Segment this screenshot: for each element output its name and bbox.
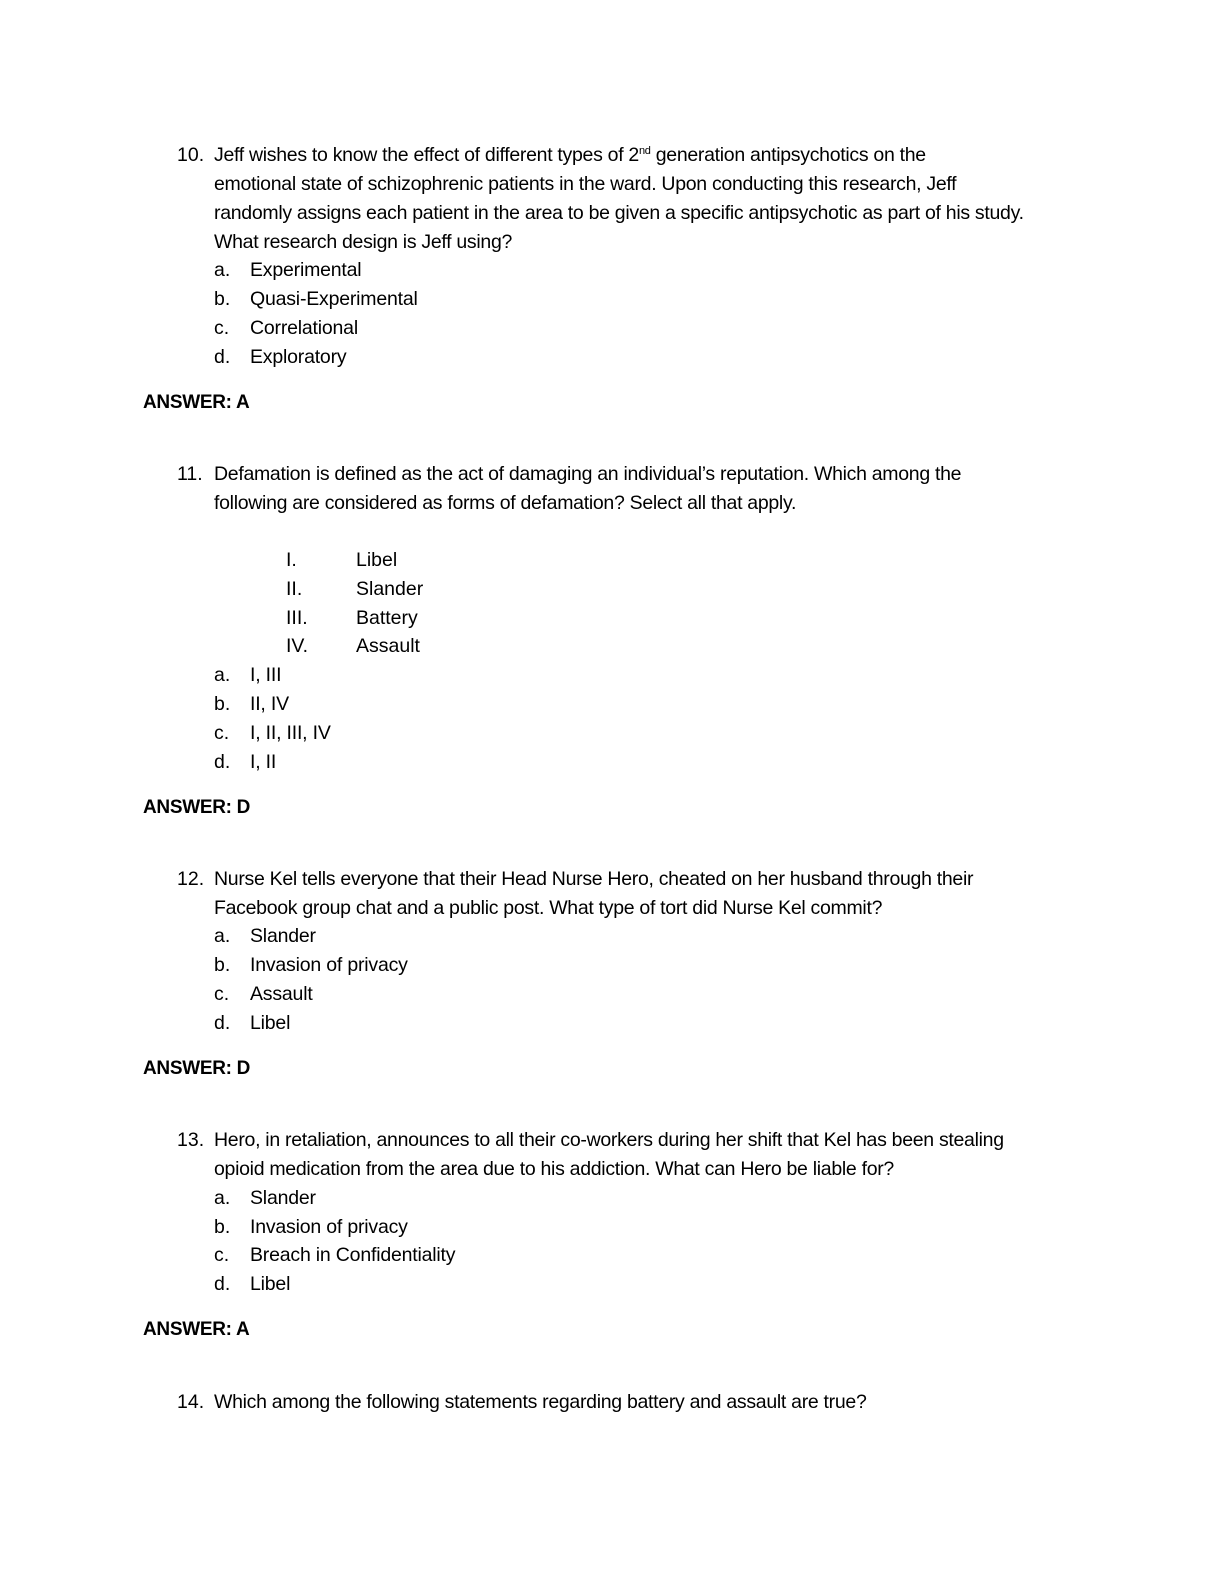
roman-numeral: IV. — [286, 635, 309, 657]
question-stem-line: randomly assigns each patient in the area to be given a specific antipsychotic as part of his study. — [214, 202, 1024, 224]
option-text: Exploratory — [250, 346, 347, 368]
question-number: 11. — [177, 463, 203, 485]
option-letter: b. — [214, 1216, 231, 1238]
question-number: 12. — [177, 868, 205, 890]
question-number: 10. — [177, 144, 205, 166]
roman-numeral: III. — [286, 607, 308, 629]
option-letter: d. — [214, 346, 231, 368]
roman-item-text: Assault — [356, 635, 420, 657]
question-stem-line: What research design is Jeff using? — [214, 231, 513, 253]
roman-numeral: II. — [286, 578, 303, 600]
option-letter: a. — [214, 925, 231, 947]
option-text: Quasi-Experimental — [250, 288, 418, 310]
option-text: Libel — [250, 1273, 291, 1295]
option-text: Assault — [250, 983, 313, 1005]
superscript: nd — [638, 145, 651, 157]
option-text: Slander — [250, 1187, 316, 1209]
option-letter: a. — [214, 259, 231, 281]
roman-item-text: Slander — [356, 578, 424, 600]
question-stem-line: Defamation is defined as the act of damaging an individual’s reputation. Which among the — [214, 463, 962, 485]
option-letter: d. — [214, 1273, 231, 1295]
option-text: Invasion of privacy — [250, 1216, 408, 1238]
option-letter: a. — [214, 664, 231, 686]
option-text: Libel — [250, 1012, 291, 1034]
option-text: Correlational — [250, 317, 358, 339]
question-stem-line: Hero, in retaliation, announces to all their co-workers during her shift that Kel has been stealing — [214, 1129, 1004, 1151]
option-letter: b. — [214, 288, 231, 310]
answer-key: ANSWER: A — [143, 392, 250, 413]
option-letter: a. — [214, 1187, 231, 1209]
question-number: 13. — [177, 1129, 205, 1151]
option-text: Experimental — [250, 259, 362, 281]
option-text: I, II — [250, 751, 277, 773]
question-stem-line: Which among the following statements regarding battery and assault are true? — [214, 1391, 867, 1413]
question-number: 14. — [177, 1391, 205, 1413]
stem-text: Jeff wishes to know the effect of different types of 2 — [214, 144, 639, 166]
question-stem-line: following are considered as forms of defamation? Select all that apply. — [214, 492, 797, 514]
option-text: Breach in Confidentiality — [250, 1244, 456, 1266]
option-letter: c. — [214, 1244, 230, 1266]
option-text: I, II, III, IV — [250, 722, 331, 744]
question-stem-line: emotional state of schizophrenic patients in the ward. Upon conducting this research, Jeff — [214, 173, 957, 195]
roman-item-text: Battery — [356, 607, 418, 629]
option-letter: c. — [214, 722, 230, 744]
answer-key: ANSWER: D — [143, 797, 251, 818]
option-letter: c. — [214, 317, 230, 339]
question-stem-line: opioid medication from the area due to his addiction. What can Hero be liable for? — [214, 1158, 894, 1180]
roman-item-text: Libel — [356, 549, 398, 571]
question-stem-line — [214, 141, 1094, 170]
option-letter: b. — [214, 954, 231, 976]
option-text: I, III — [250, 664, 282, 686]
option-letter: d. — [214, 751, 231, 773]
option-letter: b. — [214, 693, 231, 715]
answer-key: ANSWER: A — [143, 1319, 250, 1340]
roman-numeral: I. — [286, 549, 297, 571]
option-text: Slander — [250, 925, 316, 947]
question-stem-line: Facebook group chat and a public post. What type of tort did Nurse Kel commit? — [214, 897, 883, 919]
option-text: II, IV — [250, 693, 289, 715]
option-letter: c. — [214, 983, 230, 1005]
answer-key: ANSWER: D — [143, 1058, 251, 1079]
option-text: Invasion of privacy — [250, 954, 408, 976]
option-letter: d. — [214, 1012, 231, 1034]
stem-text: generation antipsychotics on the — [650, 144, 926, 166]
question-stem-line: Nurse Kel tells everyone that their Head Nurse Hero, cheated on her husband through their — [214, 868, 974, 890]
